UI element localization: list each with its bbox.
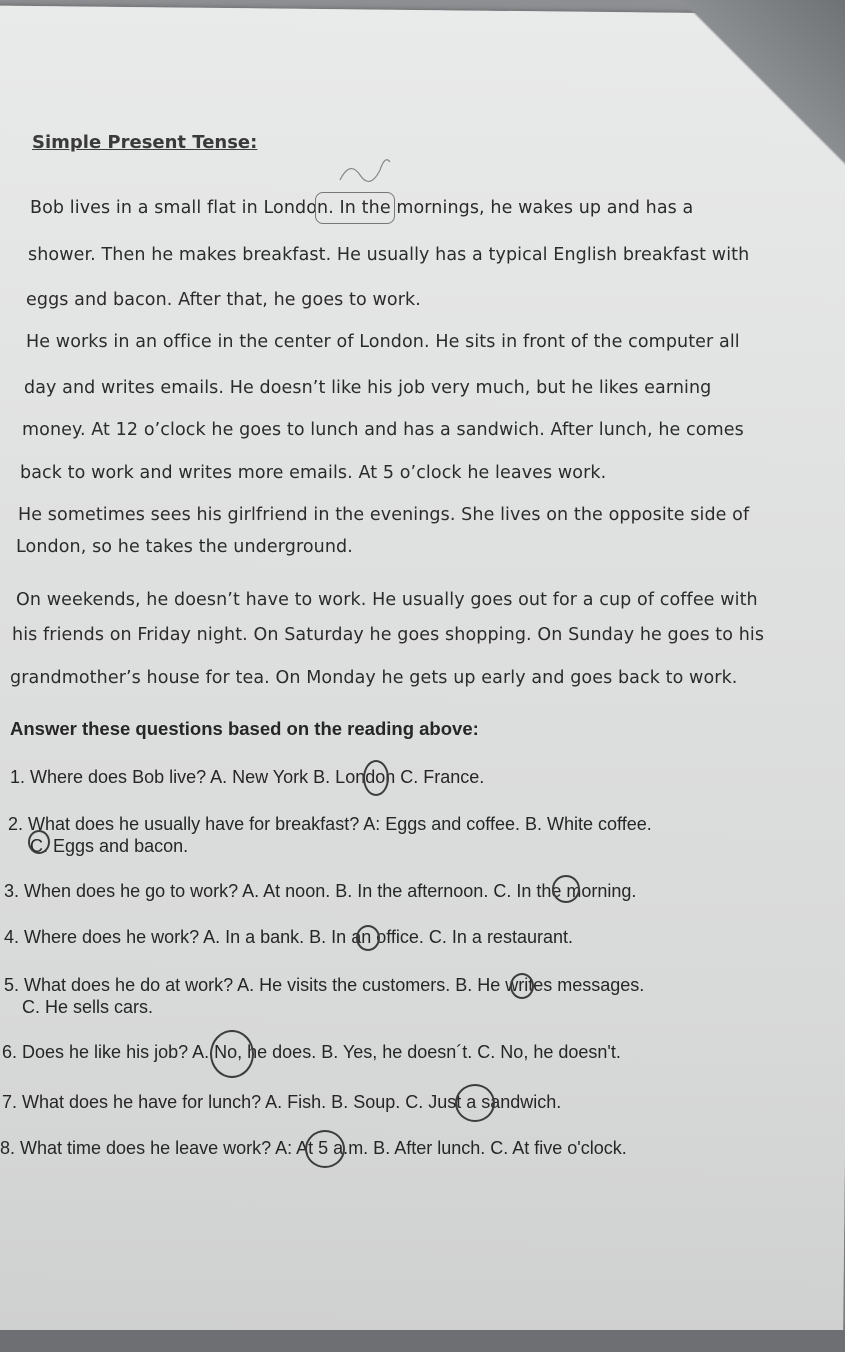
reading-line: On weekends, he doesn’t have to work. He usually goes out for a cup of coffee with [16,590,758,610]
reading-line: Bob lives in a small flat in London. In the mornings, he wakes up and has a [30,198,694,218]
question-item: 6. Does he like his job? A. No, he does. B. Yes, he doesn´t. C. No, he doesn't. [2,1042,621,1062]
handwriting-scribble [335,150,395,190]
reading-line: money. At 12 o’clock he goes to lunch and has a sandwich. After lunch, he comes [22,420,744,440]
reading-line: day and writes emails. He doesn’t like his job very much, but he likes earning [24,378,712,398]
question-item: 4. Where does he work? A. In a bank. B. In an office. C. In a restaurant. [4,927,573,947]
questions-heading: Answer these questions based on the reading above: [10,718,479,739]
reading-line: shower. Then he makes breakfast. He usually has a typical English breakfast with [28,245,750,265]
answer-circle-q3 [552,875,580,903]
question-item: C. He sells cars. [22,997,154,1017]
reading-line: his friends on Friday night. On Saturday he goes shopping. On Sunday he goes to his [12,625,765,645]
answer-circle-q6 [210,1030,254,1078]
answer-circle-q7 [455,1084,495,1122]
page-title: Simple Present Tense: [32,132,258,153]
question-item: 7. What does he have for lunch? A. Fish. B. Soup. C. Just a sandwich. [2,1092,562,1112]
bottom-surface [0,1330,845,1352]
reading-line: He sometimes sees his girlfriend in the evenings. She lives on the opposite side of [18,505,750,525]
question-item: 3. When does he go to work? A. At noon. B. In the afternoon. C. In the morning. [4,881,637,901]
reading-line: back to work and writes more emails. At 5 o’clock he leaves work. [20,463,607,483]
page-fold-shadow [665,0,845,180]
reading-line: He works in an office in the center of London. He sits in front of the computer all [26,332,740,352]
answer-circle-q8 [305,1130,345,1168]
answer-circle-q5 [510,973,534,999]
question-item: C. Eggs and bacon. [30,836,189,856]
answer-circle-q1 [363,760,389,796]
answer-circle-q2 [28,830,50,854]
question-item: 8. What time does he leave work? A: At 5 a.m. B. After lunch. C. At five o'clock. [0,1138,627,1158]
answer-circle-q4 [356,925,380,951]
question-item: 5. What does he do at work? A. He visits the customers. B. He writes messages. [4,975,645,995]
reading-line: grandmother’s house for tea. On Monday he gets up early and goes back to work. [10,668,738,688]
question-item: 1. Where does Bob live? A. New York B. London C. France. [10,767,485,787]
question-item: 2. What does he usually have for breakfast? A: Eggs and coffee. B. White coffee. [8,814,652,834]
circled-london [315,192,395,224]
reading-line: eggs and bacon. After that, he goes to work. [26,290,421,310]
reading-line: London, so he takes the underground. [16,537,353,557]
